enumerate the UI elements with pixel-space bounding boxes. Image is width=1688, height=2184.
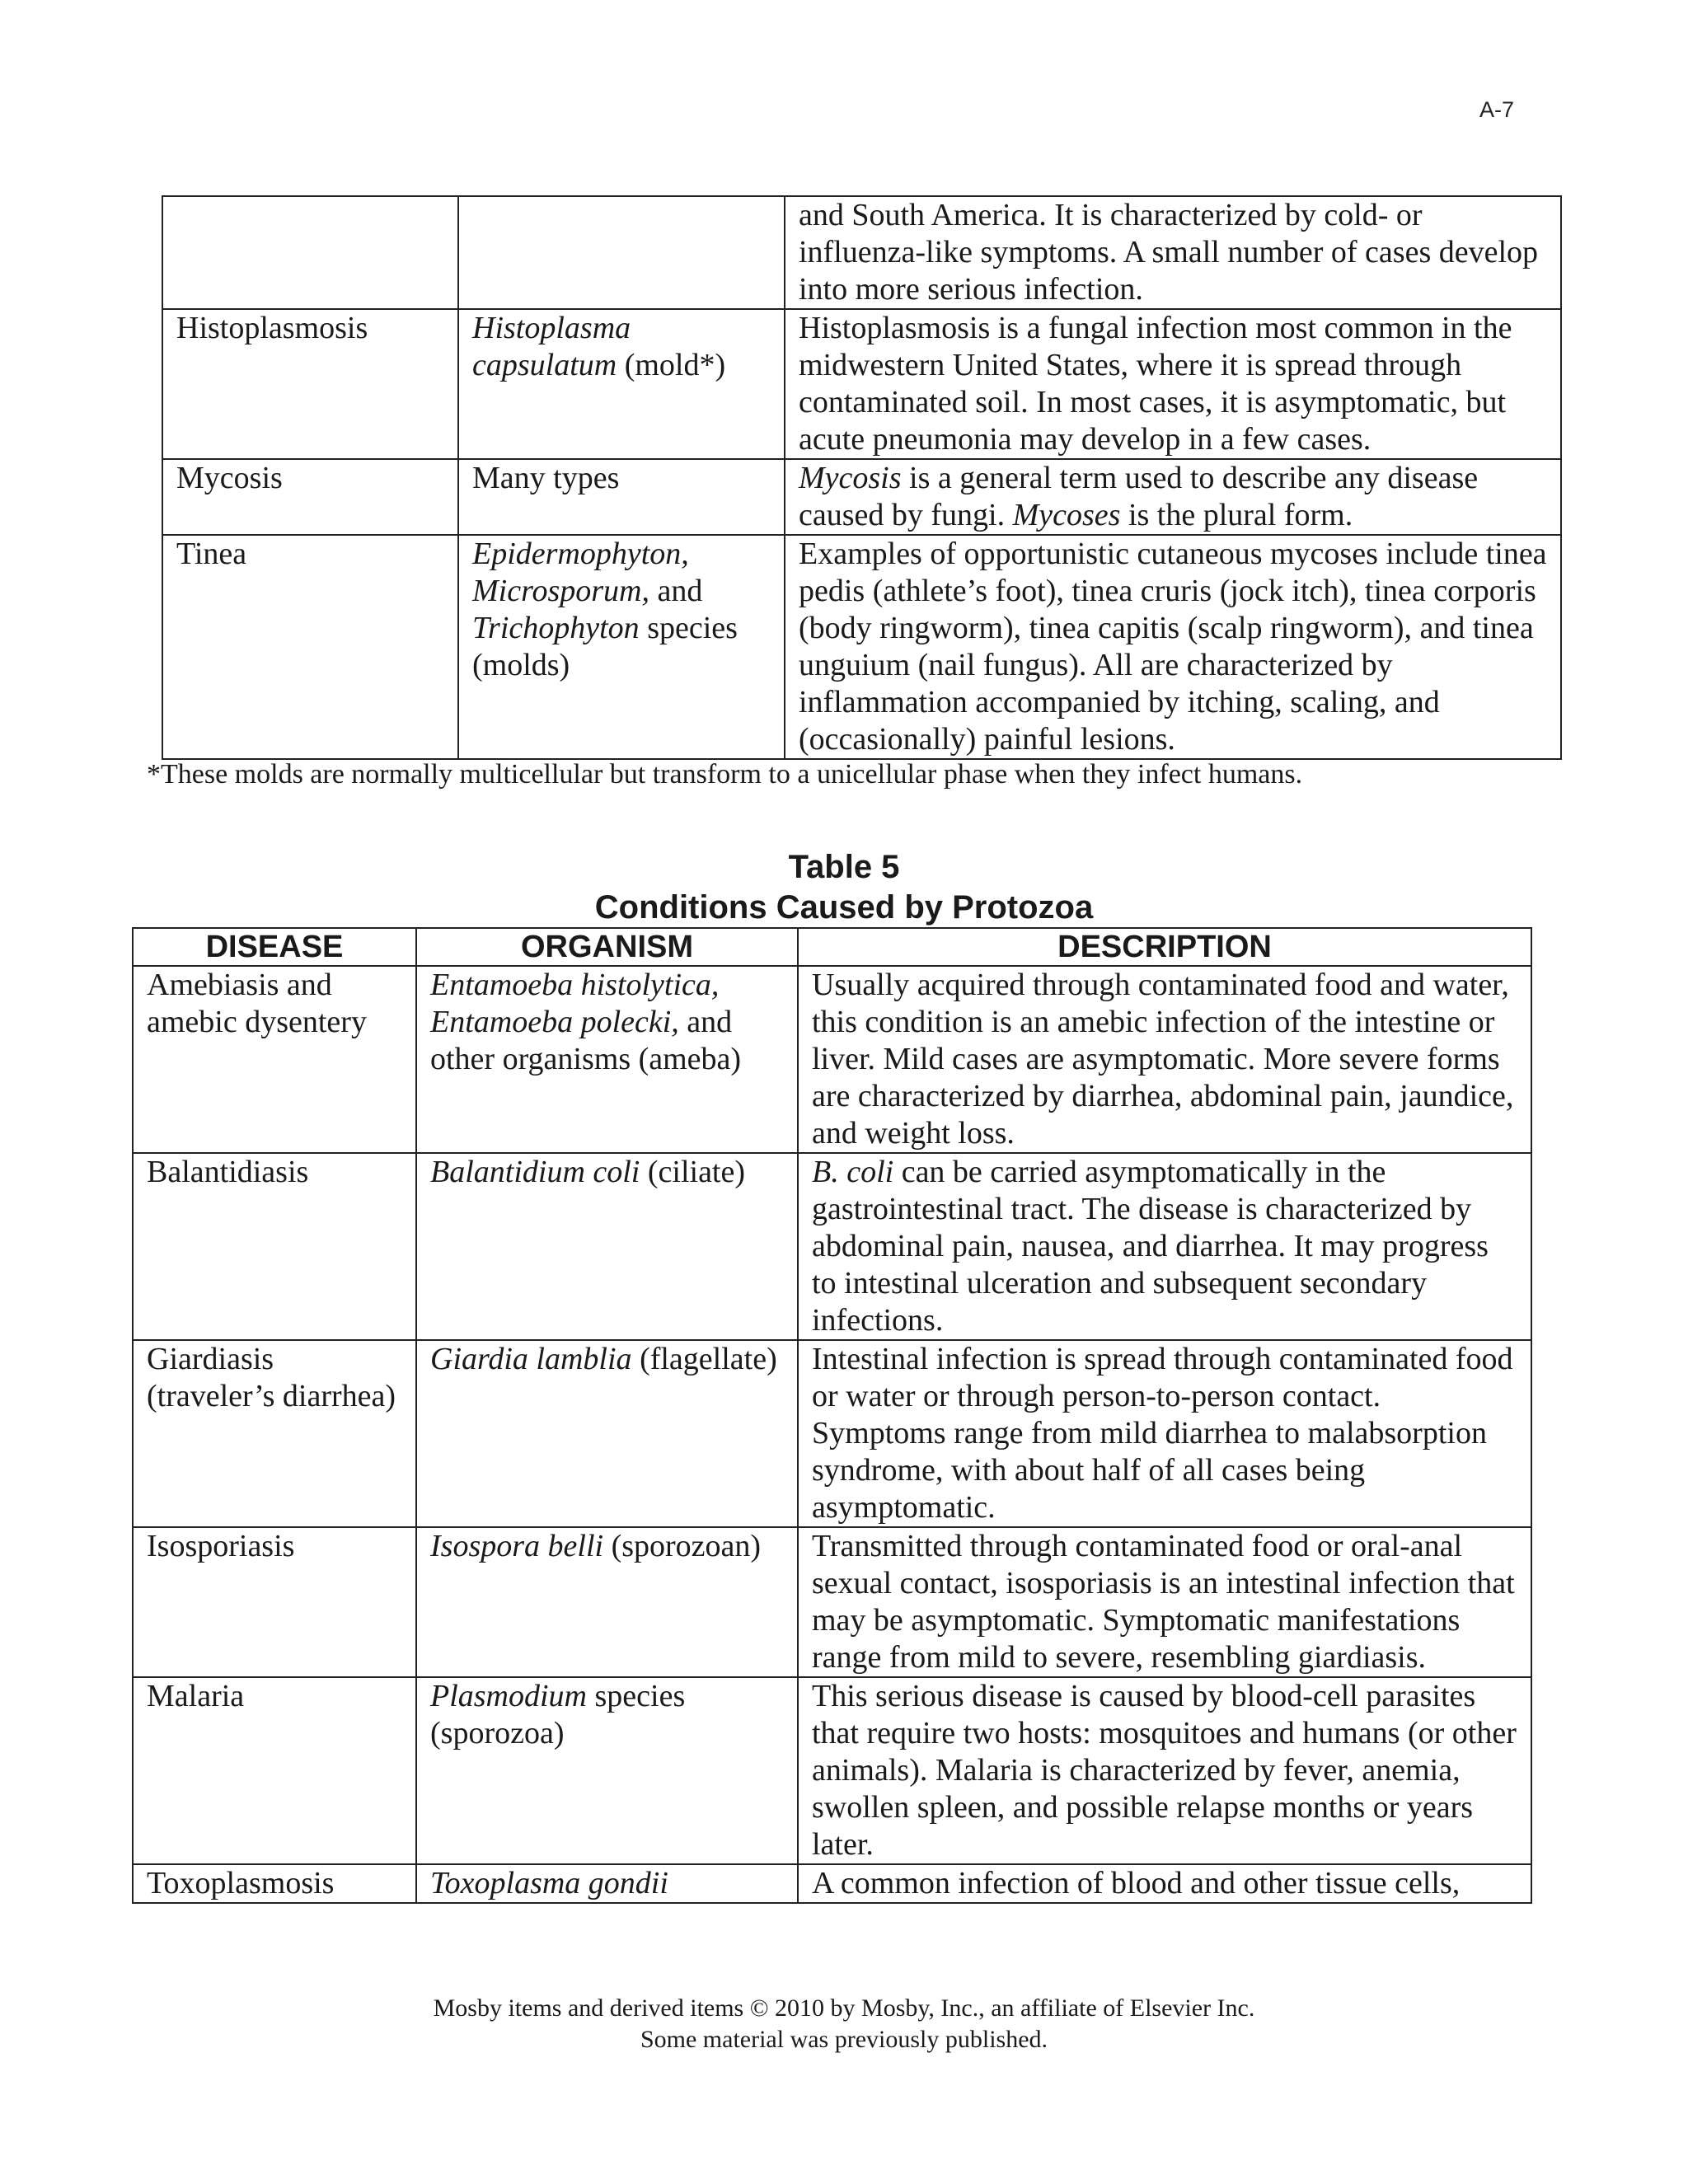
description-cell: and South America. It is characterized by cold- or influenza-like symptoms. A small number of cases develop into more serious infection. [785,196,1561,309]
description-text: is the plural form. [1120,498,1353,532]
copyright-note: Some material was previously published. [640,2026,1048,2053]
organism-cell [458,309,785,459]
organism-text: and other organisms (ameba) [430,1005,742,1076]
disease-cell: Balantidiasis [133,1153,416,1340]
page-number: A-7 [1479,97,1515,122]
description-cell: Transmitted through contaminated food or oral-anal sexual contact, isosporiasis is an intestinal infection that may be asymptomatic. Symptomatic manifestations range from mild to severe, resembling giardiasis. [798,1527,1531,1677]
organism-cell [458,196,785,309]
disease-cell: Mycosis [162,459,458,535]
organism-cell [458,535,785,759]
organism-italic: Trichophyton [472,611,640,645]
term-italic: Mycosis [799,461,902,495]
description-cell [785,459,1561,535]
description-cell: Examples of opportunistic cutaneous mycoses include tinea pedis (athlete’s foot), tinea cruris (jock itch), tinea corporis (body ringworm), tinea capitis (scalp ringworm), and tinea unguium (nail fungus). All are characterized by inflammation accompanied by itching, scaling, and (occasionally) painful lesions. [785,535,1561,759]
organism-italic: Histoplasma capsulatum [472,311,631,382]
organism-italic: Isospora belli [430,1529,604,1563]
protozoa-table [132,927,1532,1904]
column-header: ORGANISM [416,928,798,966]
description-cell: Intestinal infection is spread through contaminated food or water or through person-to-person contact. Symptoms range from mild diarrhea to malabsorption syndrome, with about half of all cases being asymptomatic. [798,1340,1531,1527]
organism-italic: Balantidium coli [430,1155,640,1189]
organism-type: (mold*) [617,348,726,382]
table-row [133,966,1531,1153]
organism-text: (ciliate) [640,1155,746,1189]
description-cell: A common infection of blood and other tissue cells, [798,1864,1531,1903]
organism-text: (sporozoan) [603,1529,762,1563]
organism-italic: B. coli [812,1155,894,1189]
table-row [162,196,1561,309]
column-header: DISEASE [133,928,416,966]
description-text: can be carried asymptomatically in the gastrointestinal tract. The disease is characterized by abdominal pain, nausea, and diarrhea. It may progress to intestinal ulceration and subsequent secondary infections. [812,1155,1489,1338]
disease-cell: Malaria [133,1677,416,1864]
disease-cell: Tinea [162,535,458,759]
disease-cell: Isosporiasis [133,1527,416,1677]
disease-cell: Histoplasmosis [162,309,458,459]
organism-cell [416,966,798,1153]
copyright-footer: Mosby items and derived items © 2010 by Mosby, Inc., an affiliate of Elsevier Inc. [433,1994,1255,2022]
description-text: is a general term used to describe any disease caused by fungi. [799,461,1479,532]
header-row [133,928,1531,966]
disease-cell: Giardiasis (traveler’s diarrhea) [133,1340,416,1527]
column-header: DESCRIPTION [798,928,1531,966]
table-row [133,1153,1531,1340]
organism-cell [416,1153,798,1340]
organism-cell [416,1864,798,1903]
organism-text: species (sporozoa) [430,1679,686,1750]
organism-italic: Toxoplasma gondii [430,1866,668,1900]
organism-text: species (molds) [472,611,738,682]
organism-cell [416,1340,798,1527]
table-row [133,1864,1531,1903]
table-row [133,1527,1531,1677]
organism-text: (flagellate) [631,1342,777,1376]
disease-cell: Amebiasis and amebic dysentery [133,966,416,1153]
table-row [133,1340,1531,1527]
organism-cell [416,1677,798,1864]
organism-text: and [649,574,703,608]
organism-italic: Plasmodium [430,1679,587,1713]
table-row [162,459,1561,535]
organism-italic: Epidermophyton, Microsporum, [472,537,689,608]
fungi-table-continued [162,195,1562,760]
term-italic: Mycoses [1012,498,1121,532]
disease-cell: Toxoplasmosis [133,1864,416,1903]
table-title: Table 5 [788,849,900,885]
organism-cell: Many types [458,459,785,535]
description-cell: Usually acquired through contaminated food and water, this condition is an amebic infection of the intestine or liver. Mild cases are asymptomatic. More severe forms are characterized by diarrhea, abdominal pain, jaundice, and weight loss. [798,966,1531,1153]
disease-cell [162,196,458,309]
organism-italic: Entamoeba histolytica, Entamoeba polecki, [430,968,720,1039]
organism-italic: Giardia lamblia [430,1342,632,1376]
description-cell: Histoplasmosis is a fungal infection most common in the midwestern United States, where it is spread through contaminated soil. In most cases, it is asymptomatic, but acute pneumonia may develop in a few cases. [785,309,1561,459]
table-row [162,309,1561,459]
description-cell: This serious disease is caused by blood-cell parasites that require two hosts: mosquitoes and humans (or other animals). Malaria is characterized by fever, anemia, swollen spleen, and possible relapse months or years later. [798,1677,1531,1864]
description-cell [798,1153,1531,1340]
table-subtitle: Conditions Caused by Protozoa [594,889,1094,926]
table-row [162,535,1561,759]
table-row [133,1677,1531,1864]
organism-cell [416,1527,798,1677]
footnote: *These molds are normally multicellular but transform to a unicellular phase when they infect humans. [147,759,1303,790]
